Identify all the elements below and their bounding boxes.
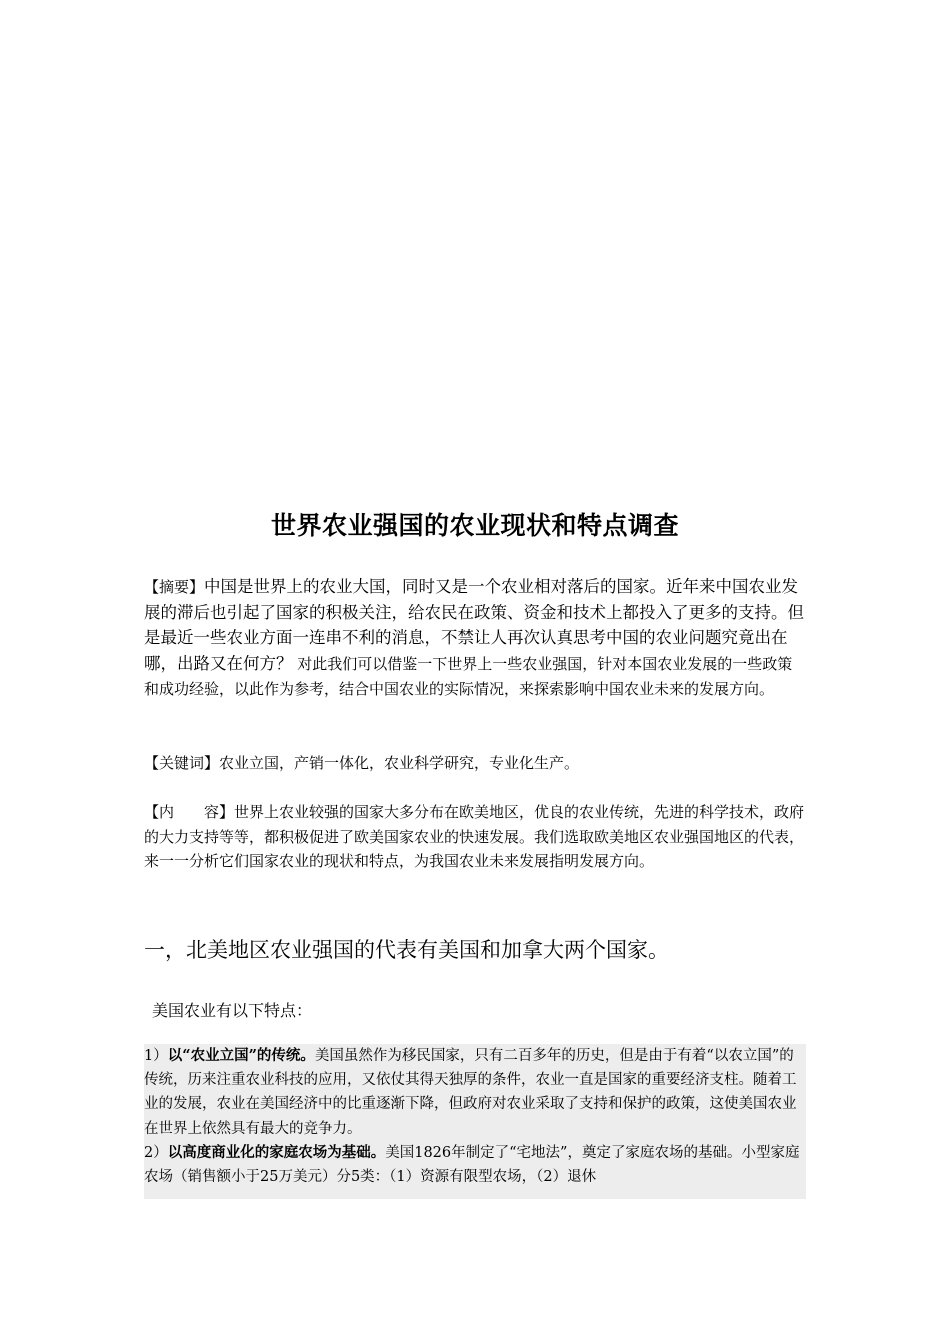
- abstract-rest-text: 对此我们可以借鉴一下世界上一些农业强国，针对本国农业发展的一些政策和成功经验，以此作为参考，结合中国农业的实际情况，来探索影响中国农业未来的发展方向。: [144, 654, 793, 698]
- point-bold-lead: 以“农业立国”的传统。: [167, 1047, 315, 1064]
- point-bold-lead: 以高度商业化的家庭农场为基础。: [167, 1143, 386, 1161]
- point-number: 2）: [144, 1144, 168, 1161]
- section-heading: 一，北美地区农业强国的代表有美国和加拿大两个国家。: [144, 938, 669, 962]
- content-text: 世界上农业较强的国家大多分布在欧美地区，优良的农业传统，先进的科学技术，政府的大力支持等等，都积极促进了欧美国家农业的快速发展。我们选取欧美地区农业强国地区的代表，来一一分析它们国家农业的现状和特点，为我国农业未来发展指明发展方向。: [144, 803, 805, 870]
- list-item: [144, 1044, 806, 1141]
- point-text: 美国1826年制定了“宅地法”，奠定了家庭农场的基础。小型家庭农场（销售额小于25万美元）分5类：（1）资源有限型农场，（2）退休: [144, 1144, 800, 1186]
- keywords-paragraph: [144, 751, 806, 775]
- keywords-text: 农业立国，产销一体化，农业科学研究，专业化生产。: [219, 754, 580, 772]
- abstract-paragraph: [144, 575, 806, 703]
- section-subheading: 美国农业有以下特点：: [152, 1001, 313, 1020]
- document-title: 世界农业强国的农业现状和特点调查: [270, 511, 679, 540]
- content-label-right: 容】: [204, 803, 235, 821]
- point-text: 美国虽然作为移民国家，只有二百多年的历史，但是由于有着“以农立国”的传统，历来注重农业科技的应用，又依仗其得天独厚的条件，农业一直是国家的重要经济支柱。随着工业的发展，农业在美国经济中的比重逐渐下降，但政府对农业采取了支持和保护的政策，这使美国农业在世界上依然具有最大的竞争力。: [144, 1048, 797, 1137]
- content-label-left: 【内: [144, 803, 175, 821]
- abstract-label: 【摘要】: [144, 578, 205, 596]
- point-number: 1）: [144, 1048, 168, 1064]
- abstract-lead-text: 中国是世界上的农业大国，同时又是一个农业相对落后的国家。近年来中国农业发展的滞后也引起了国家的积极关注，给农民在政策、资金和技术上都投入了更多的支持。但是最近一些农业方面一连串不利的消息，不禁让人再次认真思考中国的农业问题究竟出在哪，出路又在何方？: [144, 577, 804, 673]
- content-paragraph: [144, 800, 806, 874]
- list-item: [144, 1141, 806, 1189]
- shaded-points-block: [144, 1044, 806, 1199]
- keywords-label: 【关键词】: [144, 754, 220, 772]
